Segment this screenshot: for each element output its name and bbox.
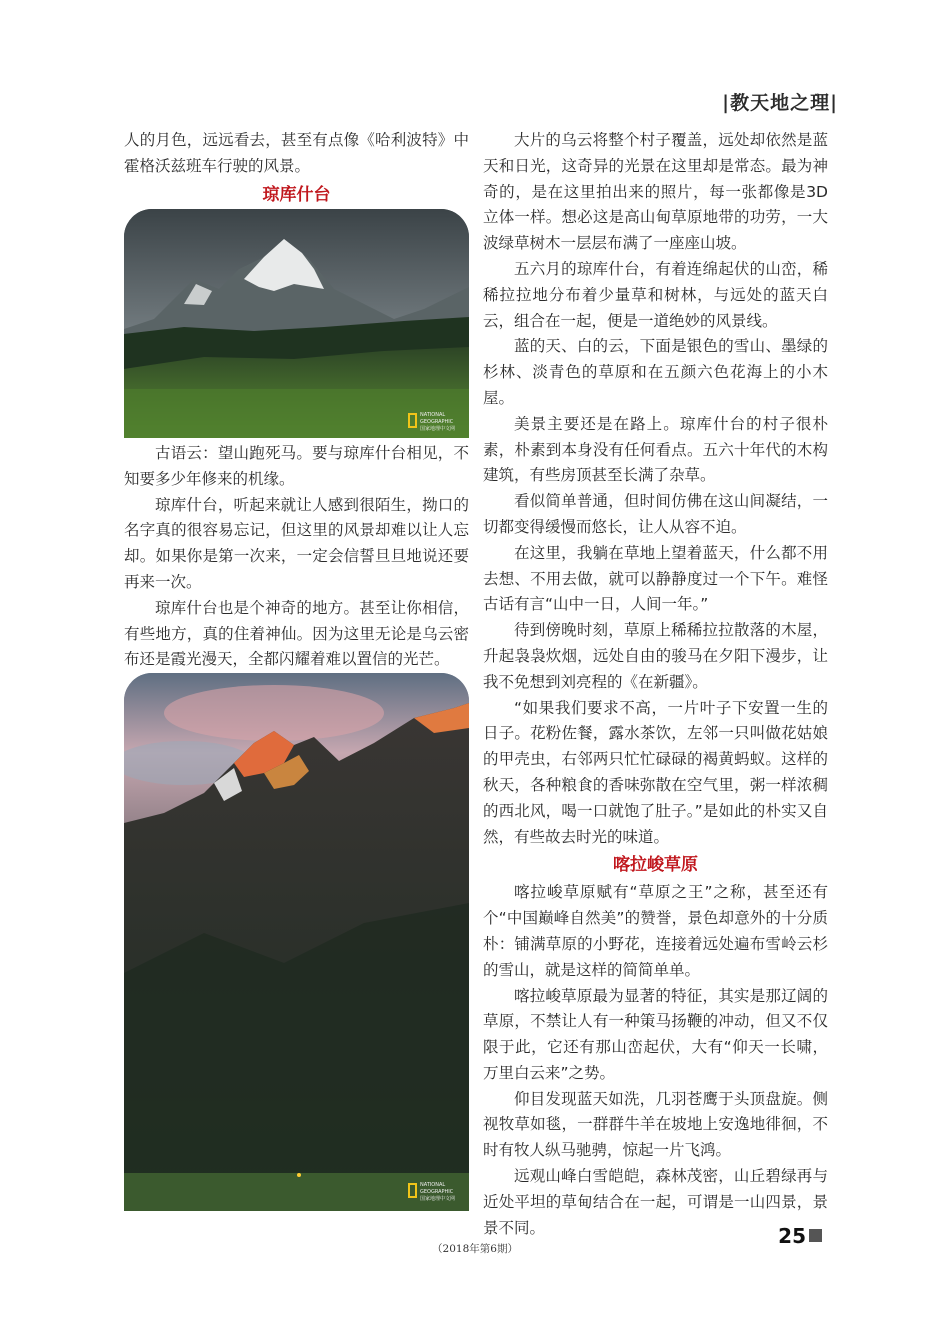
right-paragraph-9: 喀拉峻草原赋有“草原之王”之称，甚至还有个“中国巅峰自然美”的赞誉，景色却意外的十分质朴：铺满草原的小野花，连接着远处遍布雪岭云杉的雪山，就是这样的简简单单。: [483, 883, 828, 979]
ng-logo-icon: [408, 413, 417, 428]
national-geographic-badge-2: NATIONAL GEOGRAPHIC 国家地理中文网: [408, 1181, 468, 1203]
right-paragraph-4: 美景主要还是在路上。琼库什台的村子很朴素，朴素到本身没有任何看点。五六十年代的木构建筑，有些房顶甚至长满了杂草。: [483, 414, 828, 485]
right-paragraph-7: 待到傍晚时刻，草原上稀稀拉拉散落的木屋，升起袅袅炊烟，远处自由的骏马在夕阳下漫步，让我不免想到刘亮程的《在新疆》。: [483, 621, 828, 691]
right-paragraph-11: 仰目发现蓝天如洗，几羽苍鹰于头顶盘旋。侧视牧草如毯，一群群牛羊在坡地上安逸地徘徊，不时有牧人纵马驰骋，惊起一片飞鸿。: [483, 1089, 828, 1160]
right-paragraph-12: 远观山峰白雪皑皑，森林茂密，山丘碧绿再与近处平坦的草甸结合在一起，可谓是一山四景，景景不同。: [483, 1167, 828, 1237]
heading-kalajun: 喀拉峻草原: [613, 855, 698, 876]
national-geographic-badge: NATIONAL GEOGRAPHIC 国家地理中文网: [408, 411, 468, 433]
right-paragraph-3: 蓝的天、白的云，下面是银色的雪山、墨绿的杉林、淡青色的草原和在五颜六色花海上的小木屋。: [483, 337, 828, 407]
mountain-illustration-1: [124, 209, 469, 438]
ng-logo-icon: [408, 1183, 417, 1198]
right-paragraph-8: “如果我们要求不高，一片叶子下安置一生的日子。花粉佐餐，露水茶饮，左邻一只叫做花姑娘的甲壳虫，右邻两只忙忙碌碌的褐黄蚂蚁。这样的秋天，各种粮食的香味弥散在空气里，粥一样浓稠的西北风，喝一口就饱了肚子。”是如此的朴实又自然，有些故去时光的味道。: [483, 698, 828, 846]
right-paragraph-5: 看似简单普通，但时间仿佛在这山间凝结，一切都变得缓慢而悠长，让人从容不迫。: [483, 492, 828, 536]
mountain-illustration-2: [124, 673, 469, 1211]
right-column: [483, 128, 828, 1241]
right-paragraph-2: 五六月的琼库什台，有着连绵起伏的山峦，稀稀拉拉地分布着少量草和树林，与远处的蓝天白云，组合在一起，便是一道绝妙的风景线。: [483, 259, 828, 330]
right-paragraph-1: 大片的乌云将整个村子覆盖，远处却依然是蓝天和日光，这奇异的光景在这里却是常态。最为神奇的，是在这里拍出来的照片，每一张都像是3D立体一样。想必这是高山甸草原地带的功劳，一大波绿草树木一层层布满了一座座山坡。: [483, 131, 828, 253]
photo-sunset-peak: [124, 673, 469, 1211]
left-paragraph-2: 琼库什台，听起来就让人感到很陌生，拗口的名字真的很容易忘记，但这里的风景却难以让人忘却。如果你是第一次来，一定会信誓旦旦地说还要再来一次。: [124, 495, 469, 591]
section-tag: |教天地之理|: [722, 92, 838, 114]
left-column-top: [124, 128, 469, 210]
issue-label: （2018年第6期）: [432, 1243, 518, 1255]
intro-paragraph: 人的月色，远远看去，甚至有点像《哈利波特》中霍格沃兹班车行驶的风景。: [124, 131, 469, 175]
right-paragraph-6: 在这里，我躺在草地上望着蓝天，什么都不用去想、不用去做，就可以静静度过一个下午。难怪古话有言“山中一日，人间一年。”: [483, 543, 828, 614]
right-paragraph-10: 喀拉峻草原最为显著的特征，其实是那辽阔的草原，不禁让人有一种策马扬鞭的冲动，但又不仅限于此，它还有那山峦起伏，大有“仰天一长啸，万里白云来”之势。: [483, 986, 828, 1082]
page-number: 25: [778, 1224, 822, 1248]
left-paragraph-3: 琼库什台也是个神奇的地方。甚至让你相信，有些地方，真的住着神仙。因为这里无论是乌云密布还是霞光漫天，全都闪耀着难以置信的光芒。: [124, 598, 469, 669]
photo-snow-mountain: [124, 209, 469, 438]
left-paragraph-1: 古语云：望山跑死马。要与琼库什台相见，不知要多少年修来的机缘。: [124, 444, 469, 488]
heading-qiongkushitai: 琼库什台: [262, 184, 331, 205]
left-column-middle: [124, 441, 469, 673]
